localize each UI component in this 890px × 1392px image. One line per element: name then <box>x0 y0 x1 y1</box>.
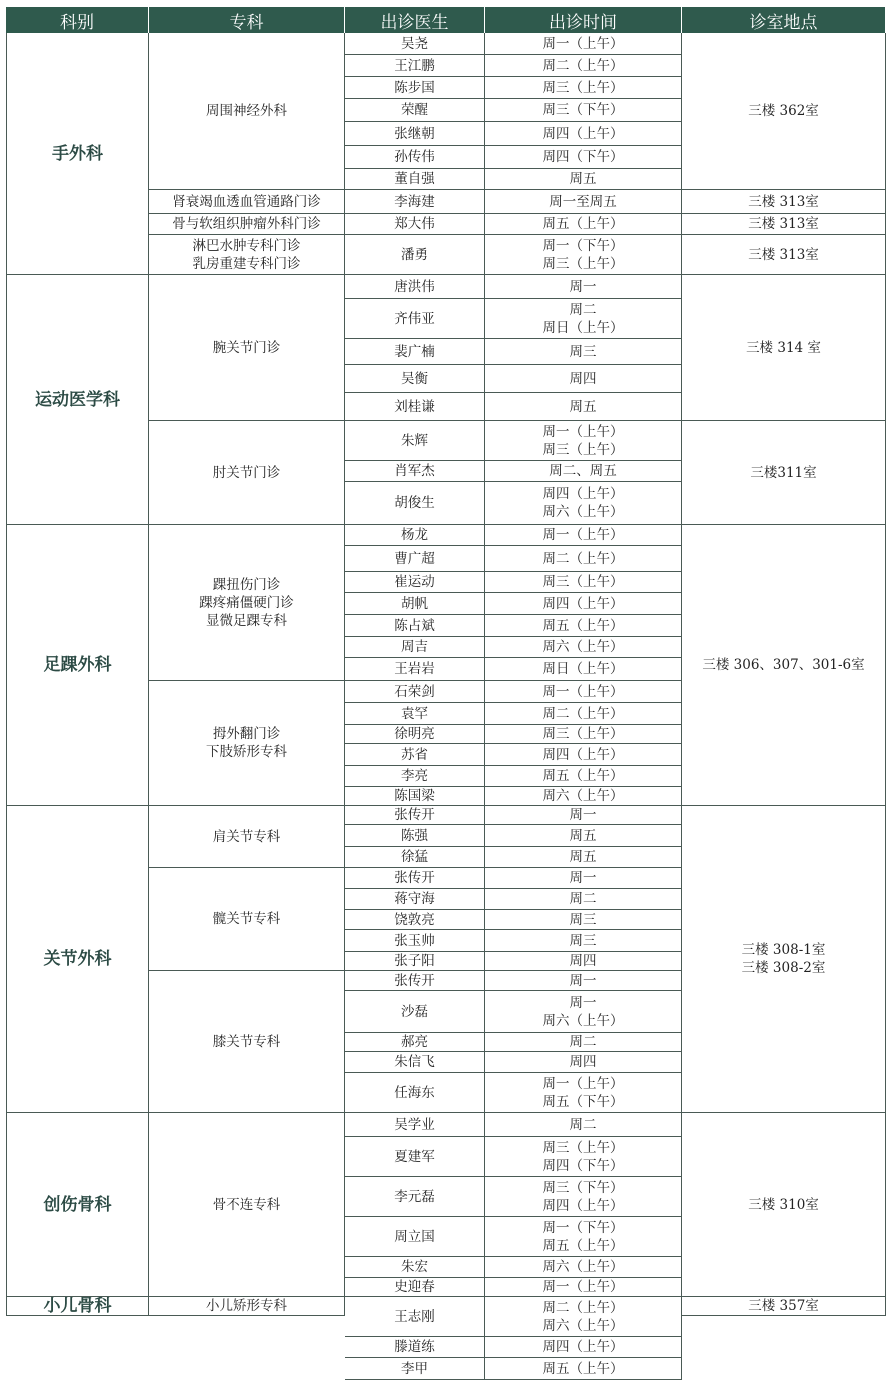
doctor-cell-text: 曹广超 <box>394 550 435 567</box>
doctor-cell-text: 张传开 <box>394 807 435 823</box>
doctor-cell <box>345 99 485 122</box>
doctor-cell <box>345 77 485 99</box>
time-cell <box>485 868 682 889</box>
doctor-cell <box>345 214 485 235</box>
location-cell-text: 三楼311室 <box>750 464 817 481</box>
time-cell <box>485 725 682 744</box>
specialty-cell-text: 肾衰竭血透血管通路门诊 <box>172 193 321 210</box>
time-cell-text: 周五（上午） <box>542 216 624 232</box>
time-cell <box>485 146 682 169</box>
doctor-cell-text: 裴广楠 <box>394 343 435 360</box>
time-cell-text: 周四（上午） <box>542 595 624 612</box>
doctor-cell <box>345 868 485 889</box>
time-cell-text: 周一（上午） <box>542 683 624 700</box>
department-cell <box>6 33 149 275</box>
header-time: 出诊时间 <box>485 7 682 33</box>
time-cell-text: 周一 <box>569 807 597 823</box>
time-cell <box>485 1177 682 1217</box>
doctor-cell-text: 张子阳 <box>394 953 435 969</box>
time-cell-text: 周一（上午） <box>542 1279 624 1295</box>
location-cell-text: 三楼 313室 <box>748 246 819 263</box>
doctor-cell-text: 吴学业 <box>394 1116 435 1133</box>
doctor-cell-text: 周立国 <box>394 1228 435 1245</box>
doctor-cell <box>345 1257 485 1278</box>
time-cell <box>485 615 682 637</box>
doctor-cell-text: 朱宏 <box>401 1259 428 1275</box>
specialty-cell <box>149 190 345 214</box>
time-cell <box>485 275 682 299</box>
time-cell-text: 周一（下午） <box>542 1219 624 1236</box>
time-cell-text: 周日（上午） <box>542 319 624 336</box>
doctor-cell <box>345 1177 485 1217</box>
doctor-cell <box>345 1052 485 1073</box>
doctor-cell-text: 朱辉 <box>401 432 428 449</box>
doctor-cell <box>345 703 485 725</box>
doctor-cell <box>345 1113 485 1137</box>
time-cell <box>485 971 682 991</box>
doctor-cell-text: 李海建 <box>394 193 435 210</box>
time-cell-text: 周三（下午） <box>542 1179 624 1196</box>
doctor-cell <box>345 1278 485 1297</box>
header-location: 诊室地点 <box>682 7 886 33</box>
time-cell-text: 周六（上午） <box>542 1259 624 1275</box>
time-cell <box>485 930 682 952</box>
doctor-cell-text: 刘桂谦 <box>394 398 435 415</box>
time-cell-text: 周六（上午） <box>542 639 624 655</box>
time-cell-text: 周五（上午） <box>542 1360 624 1377</box>
location-cell-text: 三楼 362室 <box>748 103 819 119</box>
time-cell <box>485 637 682 658</box>
location-cell-text: 三楼 313室 <box>748 216 819 232</box>
time-cell-text: 周一至周五 <box>549 193 617 210</box>
time-cell <box>485 169 682 190</box>
specialty-cell <box>149 681 345 806</box>
time-cell <box>485 1073 682 1113</box>
doctor-cell <box>345 1217 485 1257</box>
time-cell-text: 周五 <box>569 827 597 844</box>
doctor-cell-text: 孙传伟 <box>394 149 435 165</box>
doctor-cell-text: 饶敦亮 <box>394 911 435 928</box>
doctor-cell-text: 陈步国 <box>394 79 435 96</box>
time-cell-text: 周五 <box>569 398 597 415</box>
time-cell <box>485 122 682 146</box>
time-cell-text: 周四 <box>569 953 597 969</box>
doctor-cell-text: 唐洪伟 <box>394 278 435 295</box>
location-cell <box>682 1297 886 1316</box>
specialty-cell-text: 下肢矫形专科 <box>206 744 287 760</box>
schedule-table <box>6 7 886 1380</box>
department-cell <box>6 275 149 525</box>
doctor-cell-text: 李元磊 <box>394 1188 435 1205</box>
time-cell <box>485 991 682 1033</box>
doctor-cell <box>345 930 485 952</box>
doctor-cell <box>345 482 485 525</box>
header-specialty: 专科 <box>149 7 345 33</box>
doctor-cell <box>345 572 485 593</box>
doctor-cell <box>345 889 485 910</box>
specialty-cell-text: 腕关节门诊 <box>212 339 281 356</box>
time-cell-text: 周一 <box>569 870 597 886</box>
doctor-cell <box>345 1137 485 1177</box>
time-cell <box>485 744 682 766</box>
doctor-cell <box>345 658 485 681</box>
doctor-cell-text: 王岩岩 <box>394 661 435 677</box>
time-cell-text: 周三（下午） <box>542 102 624 118</box>
time-cell-text: 周日（上午） <box>542 661 624 677</box>
location-cell-text: 三楼 306、307、301-6室 <box>702 657 865 673</box>
time-cell-text: 周四（上午） <box>542 125 624 142</box>
doctor-cell <box>345 1073 485 1113</box>
time-cell-text: 周一 <box>569 972 597 989</box>
time-cell-text: 周一（上午） <box>542 423 624 440</box>
doctor-cell <box>345 1337 485 1358</box>
time-cell <box>485 1358 682 1380</box>
time-cell-text: 周一 <box>569 994 597 1011</box>
doctor-cell <box>345 991 485 1033</box>
time-cell <box>485 235 682 275</box>
specialty-cell-text: 显微足踝专科 <box>206 612 287 629</box>
time-cell-text: 周四 <box>569 1054 597 1070</box>
time-cell-text: 周四（下午） <box>542 149 624 165</box>
time-cell-text: 周六（上午） <box>542 1317 624 1334</box>
specialty-cell <box>149 235 345 275</box>
time-cell <box>485 421 682 461</box>
specialty-cell-text: 淋巴水肿专科门诊 <box>192 237 301 254</box>
doctor-cell-text: 陈强 <box>401 827 428 844</box>
specialty-cell <box>149 525 345 681</box>
doctor-cell-text: 张传开 <box>394 972 435 989</box>
doctor-cell <box>345 275 485 299</box>
doctor-cell-text: 任海东 <box>394 1084 435 1101</box>
header-dept: 科别 <box>6 7 149 33</box>
specialty-cell <box>149 421 345 525</box>
time-cell <box>485 214 682 235</box>
time-cell-text: 周五 <box>569 849 597 865</box>
time-cell-text: 周一（上午） <box>542 35 624 52</box>
specialty-cell <box>149 868 345 971</box>
doctor-cell <box>345 952 485 971</box>
time-cell-text: 周三（上午） <box>542 255 624 272</box>
doctor-cell-text: 崔运动 <box>394 574 435 590</box>
doctor-cell <box>345 461 485 482</box>
time-cell <box>485 1297 682 1337</box>
time-cell-text: 周二（上午） <box>542 57 624 74</box>
time-cell <box>485 1257 682 1278</box>
doctor-cell <box>345 525 485 546</box>
doctor-cell <box>345 235 485 275</box>
specialty-cell <box>149 33 345 190</box>
time-cell-text: 周六（上午） <box>542 788 624 804</box>
time-cell-text: 周一（上午） <box>542 527 624 543</box>
doctor-cell <box>345 546 485 572</box>
time-cell <box>485 889 682 910</box>
time-cell <box>485 339 682 365</box>
doctor-cell-text: 石荣剑 <box>394 683 435 700</box>
department-cell-text: 足踝外科 <box>43 655 112 675</box>
time-cell-text: 周一（上午） <box>542 1075 624 1092</box>
specialty-cell <box>149 1113 345 1297</box>
time-cell <box>485 952 682 971</box>
doctor-cell-text: 陈国梁 <box>394 788 435 804</box>
time-cell-text: 周三（上午） <box>542 726 624 742</box>
specialty-cell-text: 膝关节专科 <box>212 1033 281 1050</box>
doctor-cell-text: 袁罕 <box>401 705 428 722</box>
doctor-cell <box>345 421 485 461</box>
doctor-cell <box>345 55 485 77</box>
specialty-cell-text: 肩关节专科 <box>212 828 281 845</box>
specialty-cell-text: 骨与软组织肿瘤外科门诊 <box>172 216 321 232</box>
doctor-cell <box>345 637 485 658</box>
time-cell <box>485 593 682 615</box>
time-cell <box>485 77 682 99</box>
doctor-cell-text: 周吉 <box>401 639 428 655</box>
time-cell-text: 周二 <box>569 891 597 907</box>
doctor-cell-text: 李甲 <box>401 1360 428 1377</box>
location-cell <box>682 275 886 421</box>
department-cell <box>6 1113 149 1297</box>
doctor-cell-text: 徐明亮 <box>394 726 435 742</box>
location-cell-text: 三楼 310室 <box>748 1196 819 1213</box>
specialty-cell-text: 踝疼痛僵硬门诊 <box>199 594 294 611</box>
doctor-cell <box>345 615 485 637</box>
specialty-cell-text: 周围神经外科 <box>206 103 287 119</box>
doctor-cell <box>345 190 485 214</box>
doctor-cell <box>345 744 485 766</box>
doctor-cell-text: 胡俊生 <box>394 495 435 511</box>
specialty-cell-text: 小儿矫形专科 <box>206 1298 287 1314</box>
doctor-cell-text: 徐猛 <box>401 849 428 865</box>
specialty-cell-text: 肘关节门诊 <box>212 464 281 481</box>
time-cell <box>485 806 682 825</box>
time-cell-text: 周四（上午） <box>542 746 624 763</box>
doctor-cell-text: 潘勇 <box>401 246 428 263</box>
location-cell <box>682 214 886 235</box>
doctor-cell-text: 史迎春 <box>394 1279 435 1295</box>
time-cell-text: 周六（上午） <box>542 504 624 520</box>
doctor-cell-text: 朱信飞 <box>394 1054 435 1070</box>
time-cell <box>485 1278 682 1297</box>
doctor-cell-text: 苏省 <box>401 746 428 763</box>
time-cell-text: 周五 <box>569 171 597 187</box>
doctor-cell <box>345 787 485 806</box>
time-cell-text: 周一（下午） <box>542 237 624 254</box>
doctor-cell-text: 荣醒 <box>401 102 428 118</box>
time-cell <box>485 99 682 122</box>
specialty-cell-text: 乳房重建专科门诊 <box>192 255 301 272</box>
time-cell-text: 周三 <box>569 932 597 949</box>
doctor-cell-text: 郑大伟 <box>394 216 435 232</box>
doctor-cell-text: 滕道练 <box>394 1339 435 1355</box>
location-cell-text: 三楼 313室 <box>748 193 819 210</box>
doctor-cell-text: 蒋守海 <box>394 891 435 907</box>
doctor-cell-text: 吴尧 <box>401 35 428 52</box>
doctor-cell <box>345 971 485 991</box>
time-cell <box>485 190 682 214</box>
department-cell-text: 创伤骨科 <box>43 1194 112 1215</box>
location-cell <box>682 421 886 525</box>
time-cell <box>485 1033 682 1052</box>
doctor-cell <box>345 725 485 744</box>
specialty-cell <box>149 806 345 868</box>
time-cell <box>485 461 682 482</box>
time-cell-text: 周四（上午） <box>542 1339 624 1355</box>
time-cell-text: 周五（下午） <box>542 1093 624 1110</box>
time-cell <box>485 910 682 930</box>
specialty-cell-text: 拇外翻门诊 <box>212 726 281 742</box>
doctor-cell <box>345 393 485 421</box>
location-cell-text: 三楼 314 室 <box>746 339 821 356</box>
doctor-cell <box>345 33 485 55</box>
time-cell-text: 周三 <box>569 911 597 928</box>
time-cell-text: 周三（上午） <box>542 441 624 458</box>
department-cell <box>6 1297 149 1316</box>
location-cell <box>682 235 886 275</box>
doctor-cell <box>345 847 485 868</box>
location-cell <box>682 33 886 190</box>
doctor-cell <box>345 910 485 930</box>
time-cell-text: 周二 <box>569 1116 597 1133</box>
doctor-cell <box>345 766 485 787</box>
specialty-cell <box>149 971 345 1113</box>
time-cell <box>485 1137 682 1177</box>
doctor-cell-text: 吴衡 <box>401 370 428 387</box>
time-cell-text: 周四 <box>569 370 597 387</box>
doctor-cell-text: 董自强 <box>394 171 435 187</box>
specialty-cell <box>149 214 345 235</box>
department-cell <box>6 525 149 806</box>
location-cell <box>682 806 886 1113</box>
time-cell <box>485 525 682 546</box>
location-cell <box>682 525 886 806</box>
doctor-cell-text: 陈占斌 <box>394 617 435 634</box>
location-cell <box>682 1113 886 1297</box>
doctor-cell <box>345 681 485 703</box>
time-cell <box>485 658 682 681</box>
time-cell <box>485 482 682 525</box>
time-cell <box>485 55 682 77</box>
location-cell-text: 三楼 308-1室 <box>741 942 826 958</box>
time-cell-text: 周三（上午） <box>542 574 624 590</box>
time-cell <box>485 33 682 55</box>
time-cell-text: 周二（上午） <box>542 550 624 567</box>
time-cell <box>485 365 682 393</box>
doctor-cell <box>345 146 485 169</box>
time-cell <box>485 1337 682 1358</box>
location-cell-text: 三楼 357室 <box>748 1298 819 1314</box>
time-cell-text: 周二（上午） <box>542 705 624 722</box>
time-cell-text: 周四（上午） <box>542 486 624 502</box>
time-cell <box>485 1052 682 1073</box>
doctor-cell-text: 沙磊 <box>401 1003 428 1020</box>
time-cell <box>485 787 682 806</box>
doctor-cell <box>345 122 485 146</box>
location-cell <box>682 190 886 214</box>
time-cell-text: 周二（上午） <box>542 1299 624 1316</box>
doctor-cell-text: 杨龙 <box>401 527 428 543</box>
doctor-cell-text: 郝亮 <box>401 1034 428 1050</box>
time-cell <box>485 1217 682 1257</box>
time-cell-text: 周二 <box>569 301 597 318</box>
time-cell-text: 周五（上午） <box>542 1237 624 1254</box>
department-cell-text: 运动医学科 <box>35 389 120 410</box>
doctor-cell-text: 王江鹏 <box>394 57 435 74</box>
time-cell-text: 周五（上午） <box>542 768 624 784</box>
doctor-cell <box>345 806 485 825</box>
time-cell <box>485 766 682 787</box>
time-cell <box>485 1113 682 1137</box>
specialty-cell-text: 骨不连专科 <box>212 1196 281 1213</box>
time-cell <box>485 681 682 703</box>
specialty-cell-text: 髋关节专科 <box>212 911 281 927</box>
time-cell <box>485 825 682 847</box>
doctor-cell <box>345 593 485 615</box>
doctor-cell <box>345 825 485 847</box>
doctor-cell <box>345 339 485 365</box>
time-cell-text: 周四（上午） <box>542 1197 624 1214</box>
specialty-cell <box>149 275 345 421</box>
time-cell-text: 周五（上午） <box>542 617 624 634</box>
doctor-cell-text: 张传开 <box>394 870 435 886</box>
time-cell <box>485 572 682 593</box>
time-cell-text: 周二、周五 <box>549 463 617 479</box>
time-cell <box>485 299 682 339</box>
doctor-cell <box>345 1033 485 1052</box>
time-cell-text: 周三 <box>569 343 597 360</box>
specialty-cell-text: 踝扭伤门诊 <box>212 576 281 593</box>
doctor-cell-text: 李亮 <box>401 768 428 784</box>
doctor-cell-text: 齐伟亚 <box>394 310 435 327</box>
time-cell-text: 周三（上午） <box>542 1139 624 1156</box>
doctor-cell-text: 张继朝 <box>394 125 435 142</box>
location-cell-text: 三楼 308-2室 <box>741 960 826 976</box>
time-cell-text: 周一 <box>569 278 597 295</box>
doctor-cell-text: 夏建军 <box>394 1148 435 1165</box>
time-cell-text: 周三（上午） <box>542 79 624 96</box>
doctor-cell <box>345 1297 485 1337</box>
specialty-cell <box>149 1297 345 1316</box>
department-cell-text: 手外科 <box>52 143 103 164</box>
department-cell <box>6 806 149 1113</box>
time-cell-text: 周四（下午） <box>542 1157 624 1174</box>
time-cell-text: 周二 <box>569 1034 597 1050</box>
doctor-cell <box>345 365 485 393</box>
doctor-cell-text: 张玉帅 <box>394 932 435 949</box>
time-cell <box>485 546 682 572</box>
department-cell-text: 小儿骨科 <box>43 1297 112 1316</box>
doctor-cell <box>345 299 485 339</box>
doctor-cell-text: 胡帆 <box>401 595 428 612</box>
header-doctor: 出诊医生 <box>345 7 485 33</box>
doctor-cell <box>345 169 485 190</box>
department-cell-text: 关节外科 <box>43 949 112 969</box>
doctor-cell-text: 肖军杰 <box>394 463 435 479</box>
time-cell <box>485 703 682 725</box>
time-cell <box>485 393 682 421</box>
doctor-cell <box>345 1358 485 1380</box>
doctor-cell-text: 王志刚 <box>394 1308 435 1325</box>
time-cell <box>485 847 682 868</box>
time-cell-text: 周六（上午） <box>542 1012 624 1029</box>
